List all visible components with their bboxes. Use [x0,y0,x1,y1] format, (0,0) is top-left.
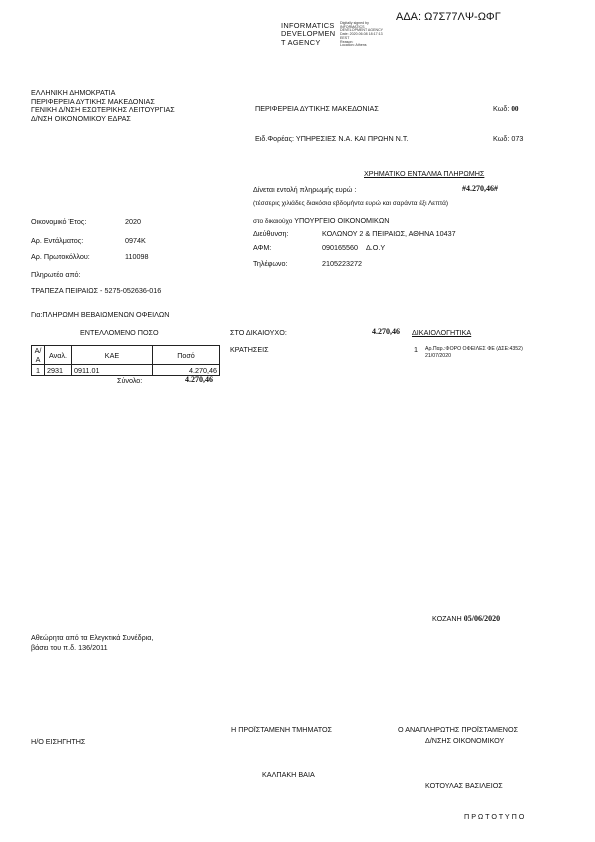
audit-exemption-note [31,633,153,653]
signature-detail-line: Location: Athens [340,43,367,48]
signature-detail-line: INFORMATICS [340,24,365,29]
payment-purpose: Για:ΠΛΗΡΩΜΗ ΒΕΒΑΙΩΜΕΝΩΝ ΟΦΕΙΛΩΝ [31,310,170,319]
special-body-code-label: Κωδ: [493,134,510,143]
issuer-line: ΕΛΛΗΝΙΚΗ ΔΗΜΟΚΡΑΤΙΑ [31,88,116,97]
cell-aa: 1 [32,365,45,376]
signature-detail-line: DEVELOPMENT AGENCY [340,28,384,33]
date: 05/06/2020 [463,614,501,623]
payment-order-label: Δίνεται εντολή πληρωμής ευρώ : [253,185,357,194]
beneficiary-label: στο δικαιούχο [253,218,293,225]
beneficiary-total-value: 4.270,46 [372,327,400,336]
head-name: ΚΑΛΠΑΚΗ ΒΑΙΑ [262,770,315,779]
address-value: ΚΟΛΩΝΟΥ 2 & ΠΕΙΡΑΙΩΣ, ΑΘΗΝΑ 10437 [322,229,456,238]
signature-details [340,22,383,48]
supporting-docs-title: ΔΙΚΑΙΟΛΟΓΗΤΙΚΑ [412,328,472,337]
supporting-doc-number: 1 [414,345,418,354]
region-code [493,104,519,113]
kae-table [31,345,220,376]
doy-label: Δ.Ο.Υ [365,243,386,252]
col-amount: Ποσό [153,346,220,365]
signature-detail-line: EEST [340,35,350,40]
special-body-name: ΥΠΗΡΕΣΙΕΣ Ν.Α. ΚΑΙ ΠΡΩΗΝ Ν.Τ. [295,134,409,143]
issuer-header [31,89,175,123]
fiscal-year-label: Οικονομικό Έτος: [31,217,87,226]
issuer-line: ΓΕΝΙΚΗ Δ/ΝΣΗ ΕΣΩΤΕΡΙΚΗΣ ΛΕΙΤΟΥΡΓΙΑΣ [31,105,175,115]
payable-from: ΤΡΑΠΕΖΑ ΠΕΙΡΑΙΩΣ - 5275-052636-016 [31,286,162,295]
payment-amount: #4.270,46# [462,184,498,193]
kae-table-header [32,346,220,365]
phone-label: Τηλέφωνο: [253,259,288,268]
ordered-amount-title: ΕΝΤΕΛΛΟΜΕΝΟ ΠΟΣΟ [80,328,159,337]
region-code-value: 00 [511,105,519,113]
signature-logo [281,22,335,47]
director-title: Ο ΑΝΑΠΛΗΡΩΤΗΣ ΠΡΟΪΣΤΑΜΕΝΟΣ [398,725,519,734]
afm-number: 090165560 [322,243,358,252]
payable-label: Πληρωτέο από: [31,270,81,279]
beneficiary [253,216,389,225]
supporting-doc-date: 21/07/2020 [425,352,451,359]
col-kae: ΚΑΕ [72,346,153,365]
cell-kae: 0911.01 [72,365,153,376]
protocol-no-value: 110098 [125,252,149,261]
region-code-label: Κωδ: [493,104,510,113]
issuer-line: Δ/ΝΣΗ ΟΙΚΟΝΟΜΙΚΟΥ ΕΔΡΑΣ [31,113,131,123]
special-body [255,134,408,143]
original-mark: Π Ρ Ω Τ Ο Τ Υ Π Ο [464,812,525,821]
protocol-no-label: Αρ. Πρωτοκόλλου: [31,252,90,261]
logo-line: DEVELOPMEN [281,29,336,39]
cell-amount: 4.270,46 [153,365,220,376]
region-name: ΠΕΡΙΦΕΡΕΙΑ ΔΥΤΙΚΗΣ ΜΑΚΕΔΟΝΙΑΣ [255,104,379,113]
fiscal-year-value: 2020 [125,217,141,226]
col-anal: Αναλ. [45,346,72,365]
place-date [432,614,500,623]
director-title-2: Δ/ΝΣΗΣ ΟΙΚΟΝΟΜΙΚΟΥ [425,736,505,745]
exemption-line: βάσει του π.δ. 136/2011 [31,643,108,652]
beneficiary-name: ΥΠΟΥΡΓΕΙΟ ΟΙΚΟΝΟΜΙΚΩΝ [294,216,390,225]
address-label: Διεύθυνση: [253,229,289,238]
supporting-doc-line: Αρ.Παρ.:ΦΟΡΟ ΟΦΕΙΛΕΣ ΦΕ (ΔΣΕ:4352) [425,346,523,352]
table-row [32,365,220,376]
afm-label: ΑΦΜ: [253,243,272,252]
exemption-line: Αθεώρητα από τα Ελεγκτικά Συνέδρια, [31,633,154,642]
head-title: Η ΠΡΟΪΣΤΑΜΕΝΗ ΤΜΗΜΑΤΟΣ [231,725,332,734]
place: ΚΟΖΑΝΗ [432,614,462,623]
special-body-code [493,134,523,143]
logo-line: INFORMATICS [281,21,335,30]
signature-detail-line: Digitally signed by [340,21,369,25]
special-body-label: Ειδ.Φορέας: [255,134,295,143]
issuer-line: ΠΕΡΙΦΕΡΕΙΑ ΔΥΤΙΚΗΣ ΜΑΚΕΔΟΝΙΑΣ [31,96,155,106]
rapporteur-title: Η/Ο ΕΙΣΗΓΗΤΗΣ [31,737,86,746]
afm-value [322,243,385,252]
director-name: ΚΟΤΟΥΛΑΣ ΒΑΣΙΛΕΙΟΣ [425,781,503,790]
special-body-code-value: 073 [511,134,524,143]
phone-value: 2105223272 [322,259,362,268]
logo-line: T AGENCY [281,37,321,47]
ada-code: ΑΔΑ: Ω7Σ77ΛΨ-ΩΦΓ [396,11,501,23]
payment-amount-words: (τέσσερις χιλιάδες διακόσια εβδομήντα ευρώ και σαράντα έξι Λεπτά) [253,200,449,207]
signature-detail-line: Reason: [340,39,354,44]
warrant-no-value: 0974K [125,236,146,245]
beneficiary-total-label: ΣΤΟ ΔΙΚΑΙΟΥΧΟ: [230,328,287,337]
withholdings-label: ΚΡΑΤΗΣΕΙΣ [230,345,269,354]
cell-anal: 2931 [45,365,72,376]
supporting-doc-item [425,346,523,359]
document-title: ΧΡΗΜΑΤΙΚΟ ΕΝΤΑΛΜΑ ΠΛΗΡΩΜΗΣ [364,169,485,178]
col-aa: Α/Α [32,346,45,365]
warrant-no-label: Αρ. Εντάλματος: [31,236,84,245]
kae-total-value: 4.270,46 [185,375,213,384]
kae-total-label: Σύνολο: [117,376,143,385]
signature-detail-line: Date: 2020.06.08 18:17:13 [340,32,383,37]
